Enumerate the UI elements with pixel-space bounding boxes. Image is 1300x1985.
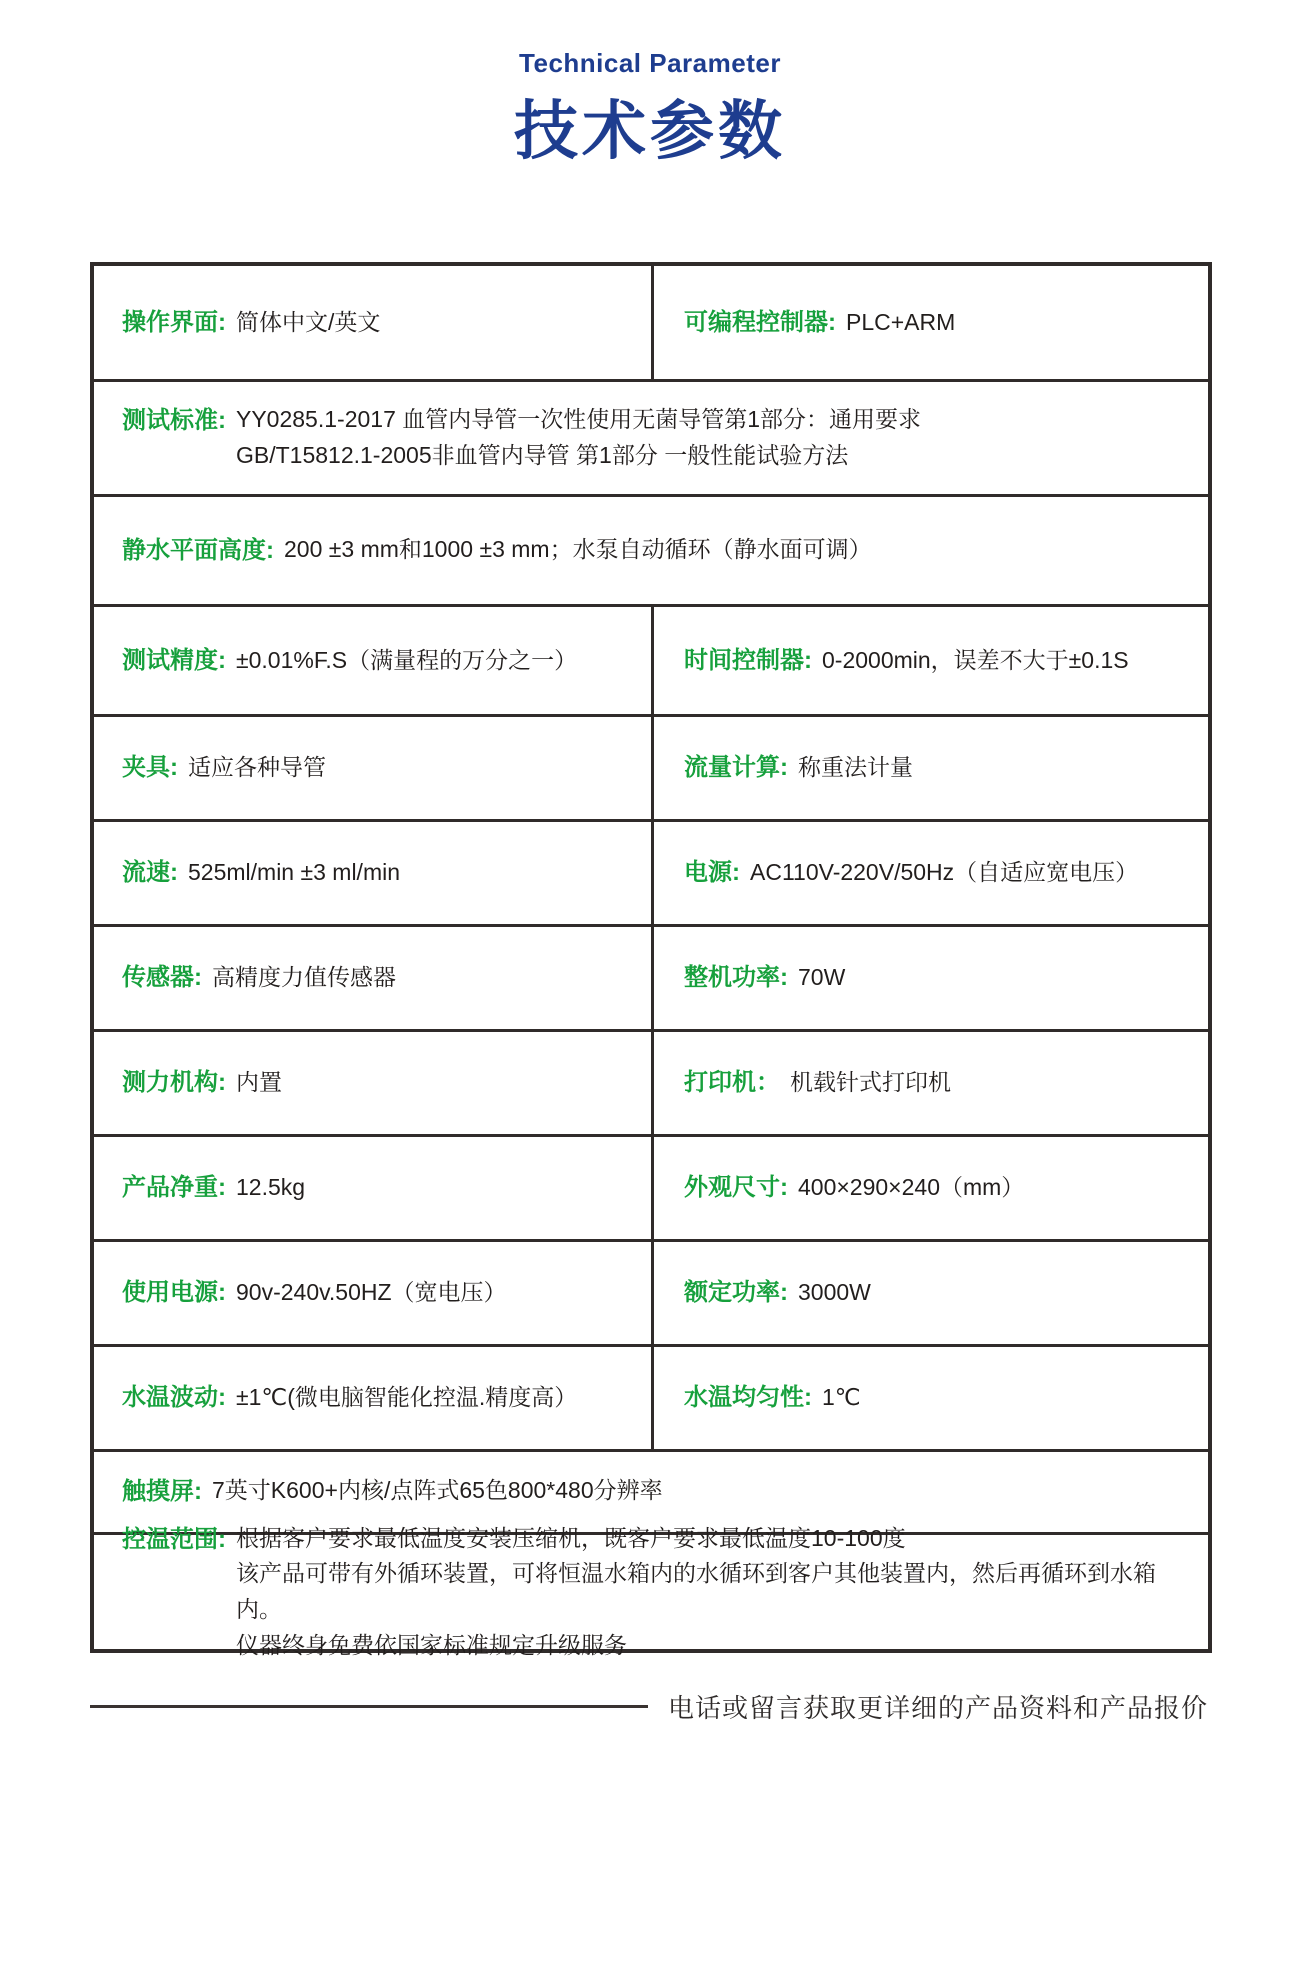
spec-row	[94, 1344, 1208, 1449]
spec-label: 可编程控制器:	[684, 308, 836, 336]
spec-label: 额定功率:	[684, 1279, 788, 1307]
spec-cell	[651, 607, 1208, 714]
spec-value: 0-2000min，误差不大于±0.1S	[822, 646, 1129, 673]
spec-label: 传感器:	[122, 964, 202, 992]
spec-cell	[651, 1137, 1208, 1239]
spec-value: AC110V-220V/50Hz（自适应宽电压）	[750, 859, 1139, 886]
spec-label: 流速:	[122, 859, 178, 887]
spec-label: 整机功率:	[684, 964, 788, 992]
spec-row	[94, 1134, 1208, 1239]
spec-label: 电源:	[684, 859, 740, 887]
spec-value: PLC+ARM	[846, 308, 956, 335]
spec-value: 525ml/min ±3 ml/min	[188, 859, 401, 886]
spec-value: 机载针式打印机	[790, 1069, 951, 1096]
subtitle-english: Technical Parameter	[519, 48, 781, 78]
footer-note: 电话或留言获取更详细的产品资料和产品报价	[668, 1693, 1209, 1723]
spec-value: 90v-240v.50HZ（宽电压）	[236, 1279, 507, 1306]
spec-row	[94, 604, 1208, 714]
spec-cell	[94, 266, 651, 379]
spec-label: 控温范围:	[122, 1525, 226, 1553]
spec-cell	[651, 1032, 1208, 1134]
spec-value-line: YY0285.1-2017 血管内导管一次性使用无菌导管第1部分：通用要求	[236, 406, 922, 433]
spec-label: 操作界面:	[122, 308, 226, 336]
spec-label: 水温波动:	[122, 1384, 226, 1412]
spec-cell	[94, 927, 651, 1029]
spec-value-line: GB/T15812.1-2005非血管内导管 第1部分 一般性能试验方法	[236, 442, 849, 468]
spec-row	[94, 494, 1208, 604]
spec-label: 测试标准:	[122, 407, 226, 435]
spec-row	[94, 266, 1208, 379]
spec-value: 70W	[798, 964, 846, 991]
spec-row	[94, 1524, 1208, 1658]
footer-divider-line	[90, 1705, 648, 1708]
spec-cell	[94, 1524, 1208, 1658]
page-title: 技术参数	[514, 95, 786, 167]
spec-cell	[651, 1242, 1208, 1344]
spec-cell	[651, 927, 1208, 1029]
spec-cell	[651, 1347, 1208, 1449]
spec-label: 测力机构:	[122, 1069, 226, 1097]
spec-row	[94, 714, 1208, 819]
spec-value: 适应各种导管	[188, 754, 326, 781]
spec-value-line: 200 ±3 mm和1000 ±3 mm；水泵自动循环（静水面可调）	[284, 535, 872, 562]
spec-cell	[94, 822, 651, 924]
spec-value-line: 根据客户要求最低温度安装压缩机，既客户要求最低温度10-100度	[236, 1524, 906, 1551]
spec-value-line: 仪器终身免费依国家标准规定升级服务	[236, 1631, 627, 1658]
spec-label: 使用电源:	[122, 1279, 226, 1307]
spec-value: 400×290×240（mm）	[798, 1174, 1025, 1201]
spec-value: ±1℃(微电脑智能化控温.精度高）	[236, 1384, 578, 1411]
spec-cell	[94, 382, 1208, 494]
spec-label: 时间控制器:	[684, 646, 812, 674]
spec-value-line: 该产品可带有外循环装置，可将恒温水箱内的水循环到客户其他装置内，然后再循环到水箱内。	[236, 1560, 1156, 1622]
spec-row	[94, 924, 1208, 1029]
spec-row	[94, 1449, 1208, 1532]
spec-value: 称重法计量	[798, 754, 913, 781]
spec-row	[94, 1029, 1208, 1134]
spec-label: 水温均匀性:	[684, 1384, 812, 1412]
spec-value: ±0.01%F.S（满量程的万分之一）	[236, 646, 578, 673]
spec-value: 简体中文/英文	[236, 308, 381, 335]
spec-cell	[94, 1032, 651, 1134]
spec-label: 触摸屏:	[122, 1478, 202, 1506]
spec-row	[94, 819, 1208, 924]
spec-cell	[94, 497, 1208, 604]
spec-value: 内置	[236, 1069, 282, 1096]
spec-value: 1℃	[822, 1384, 861, 1411]
spec-row	[94, 1239, 1208, 1344]
spec-cell	[651, 717, 1208, 819]
spec-cell	[94, 1137, 651, 1239]
spec-label: 夹具:	[122, 754, 178, 782]
spec-cell	[651, 822, 1208, 924]
spec-cell	[94, 1242, 651, 1344]
spec-label: 产品净重:	[122, 1174, 226, 1202]
spec-label: 外观尺寸:	[684, 1174, 788, 1202]
footer	[90, 1688, 1225, 1725]
spec-value: 高精度力值传感器	[212, 964, 396, 991]
spec-label: 流量计算:	[684, 754, 788, 782]
spec-label: 打印机：	[684, 1069, 780, 1097]
spec-cell	[94, 717, 651, 819]
spec-value: 12.5kg	[236, 1174, 306, 1201]
spec-cell	[651, 266, 1208, 379]
spec-table	[90, 262, 1212, 1658]
spec-label: 静水平面高度:	[122, 536, 274, 564]
spec-label: 测试精度:	[122, 646, 226, 674]
spec-row	[94, 379, 1208, 494]
spec-value: 3000W	[798, 1279, 871, 1306]
spec-value-line: 7英寸K600+内核/点阵式65色800*480分辨率	[212, 1477, 663, 1504]
spec-cell	[94, 607, 651, 714]
spec-cell	[94, 1347, 651, 1449]
